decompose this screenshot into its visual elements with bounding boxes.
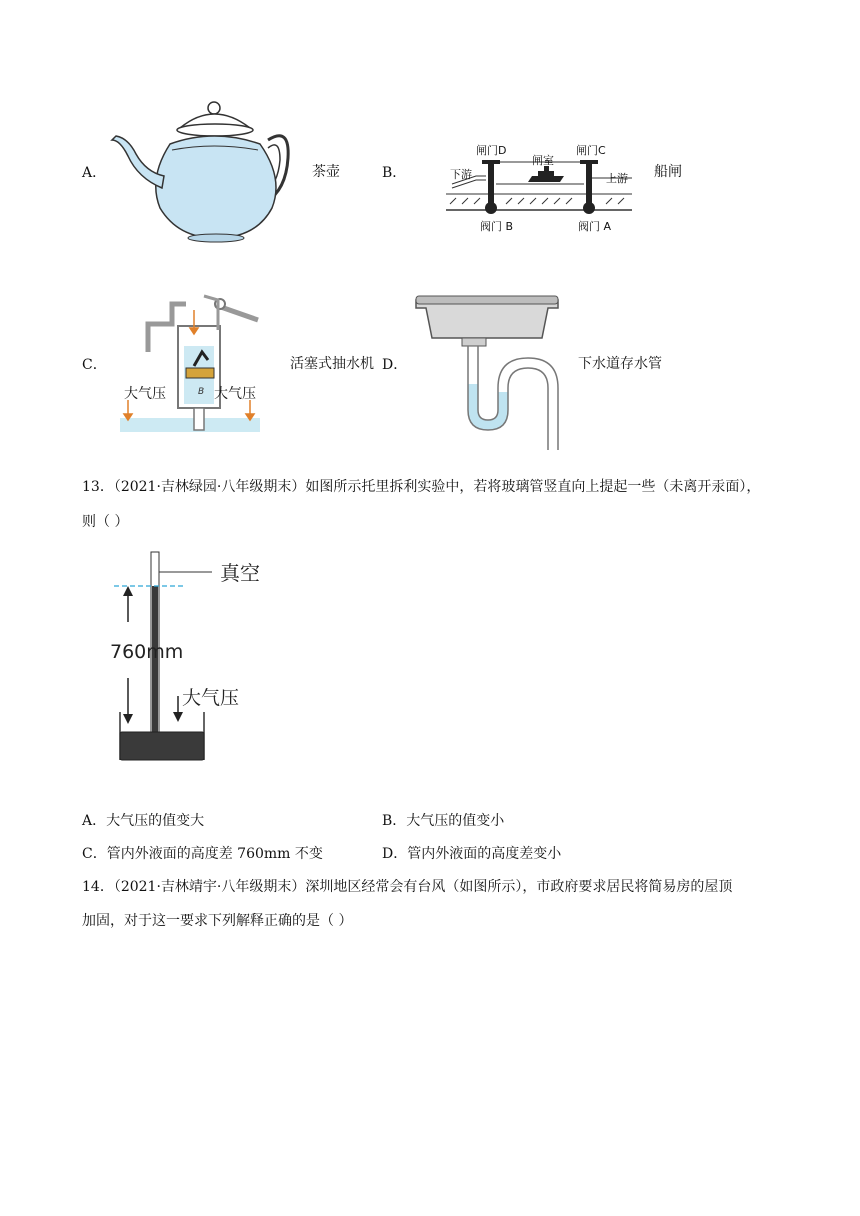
piston-label: B [198, 387, 205, 397]
q13-option-a [82, 811, 204, 831]
q13-option-d [382, 844, 561, 864]
q13-option-c [82, 844, 323, 864]
pump-right-pressure-label: 大气压 [214, 386, 256, 402]
vacuum-label: 真空 [220, 561, 260, 585]
q13-option-c-letter: C． [82, 846, 107, 862]
q13-stem-line1: 13．（2021·吉林绿园·八年级期末）如图所示托里拆利实验中，若将玻璃管竖直向上提起一些（未离开汞面）， [82, 479, 761, 495]
q13-option-c-text: 管内外液面的高度差 760mm 不变 [106, 846, 323, 862]
option-b-caption: 船闸 [654, 164, 682, 180]
chamber-label: 闸室 [532, 154, 554, 167]
option-c-letter: C． [82, 357, 107, 373]
option-b-letter: B． [382, 165, 407, 181]
gate-d-label: 闸门D [476, 144, 507, 157]
q13-option-a-text: 大气压的值变大 [106, 813, 205, 829]
valve-b-label: 阀门 B [480, 220, 514, 233]
gate-c-label: 闸门C [576, 144, 606, 157]
valve-a-label: 阀门 A [578, 220, 612, 233]
option-d-caption: 下水道存水管 [578, 356, 662, 372]
q13-option-b-text: 大气压的值变小 [406, 813, 505, 829]
torricelli-figure [108, 548, 288, 764]
q13-option-a-letter: A． [82, 813, 107, 829]
q13-stem-line2: 则（ ） [82, 514, 129, 530]
q13-option-b [382, 811, 504, 831]
piston-pump-figure [118, 290, 266, 440]
ship-lock-figure [446, 138, 636, 236]
pressure-label: 大气压 [182, 687, 240, 709]
q13-option-b-letter: B． [382, 813, 407, 829]
q13-option-d-text: 管内外液面的高度差变小 [407, 846, 562, 862]
drain-trap-figure [412, 292, 562, 454]
teapot-figure [108, 98, 294, 244]
q14-stem-line2: 加固，对于这一要求下列解释正确的是（ ） [82, 913, 353, 929]
option-a-letter: A． [82, 165, 107, 181]
height-label: 760mm [110, 641, 184, 663]
option-a-caption: 茶壶 [312, 164, 340, 180]
downstream-label: 下游 [450, 168, 472, 181]
pump-left-pressure-label: 大气压 [124, 386, 166, 402]
q14-stem-line1: 14．（2021·吉林靖宇·八年级期末）深圳地区经常会有台风（如图所示），市政府要求居民将简易房的屋顶 [82, 879, 733, 895]
option-d-letter: D． [382, 357, 408, 373]
upstream-label: 上游 [606, 172, 628, 185]
option-c-caption: 活塞式抽水机 [290, 356, 374, 372]
q13-option-d-letter: D． [382, 846, 408, 862]
